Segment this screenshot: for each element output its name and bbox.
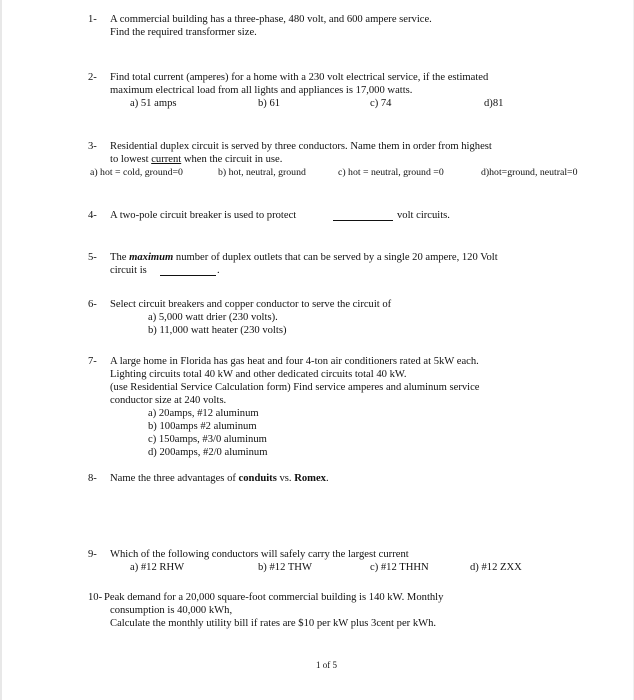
option-d: d)hot=ground, neutral=0 — [481, 167, 578, 178]
option-d: d) 200amps, #2/0 aluminum — [148, 447, 268, 458]
question-text: maximum electrical load from all lights and appliances is 17,000 watts. — [110, 85, 413, 96]
answer-blank[interactable] — [160, 266, 216, 276]
question-text: A two-pole circuit breaker is used to protect — [110, 210, 297, 221]
question-text: circuit is — [110, 265, 147, 276]
option-c: c) 74 — [370, 98, 392, 109]
option-a: a) #12 RHW — [130, 562, 185, 573]
option-a: a) 20amps, #12 aluminum — [148, 408, 259, 419]
option-c: c) #12 THHN — [370, 562, 429, 573]
option-b: b) 100amps #2 aluminum — [148, 421, 257, 432]
left-edge-shadow — [0, 0, 2, 700]
text-segment: vs. — [276, 473, 295, 484]
question-text: . — [217, 265, 220, 276]
question-number: 8- — [88, 473, 97, 484]
question-number: 3- — [88, 141, 97, 152]
question-text: consumption is 40,000 kWh, — [110, 605, 233, 616]
question-text: (use Residential Service Calculation form) Find service amperes and aluminum service — [110, 382, 480, 393]
text-segment: when the circuit in use. — [181, 154, 283, 165]
question-text — [110, 252, 498, 265]
question-text — [110, 154, 282, 167]
underlined-word: current — [151, 154, 182, 165]
question-number: 6- — [88, 299, 97, 310]
text-segment: to lowest — [110, 154, 152, 165]
option-a: a) hot = cold, ground=0 — [90, 167, 183, 178]
option-a: a) 51 amps — [130, 98, 177, 109]
question-text: Calculate the monthly utility bill if rates are $10 per kW plus 3cent per kWh. — [110, 618, 437, 629]
question-text: Find the required transformer size. — [110, 27, 257, 38]
question-number: 9- — [88, 549, 97, 560]
text-segment: Name the three advantages of — [110, 473, 239, 484]
question-text: Residential duplex circuit is served by three conductors. Name them in order from highest — [110, 141, 492, 152]
option-b: b) 61 — [258, 98, 281, 109]
question-number: 2- — [88, 72, 97, 83]
question-text — [110, 473, 329, 486]
question-text: Lighting circuits total 40 kW and other dedicated circuits total 40 kW. — [110, 369, 407, 380]
question-number: 4- — [88, 210, 97, 221]
text-segment: The — [110, 252, 130, 263]
option-c: c) hot = neutral, ground =0 — [338, 167, 444, 178]
option-c: c) 150amps, #3/0 aluminum — [148, 434, 267, 445]
question-text: Which of the following conductors will safely carry the largest current — [110, 549, 409, 560]
question-text: A large home in Florida has gas heat and four 4-ton air conditioners rated at 5kW each. — [110, 356, 479, 367]
option-b: b) #12 THW — [258, 562, 312, 573]
answer-blank[interactable] — [333, 211, 393, 221]
text-segment: number of duplex outlets that can be served by a single 20 ampere, 120 Volt — [173, 252, 498, 263]
option-d: d) #12 ZXX — [470, 562, 522, 573]
text-segment: . — [325, 473, 329, 484]
bold-word: conduits — [238, 473, 277, 484]
option-d: d)81 — [484, 98, 504, 109]
question-text: conductor size at 240 volts. — [110, 395, 227, 406]
option-b: b) hot, neutral, ground — [218, 167, 306, 178]
question-text: Select circuit breakers and copper conductor to serve the circuit of — [110, 299, 392, 310]
question-text: Peak demand for a 20,000 square-foot commercial building is 140 kW. Monthly — [104, 592, 444, 603]
question-text: A commercial building has a three-phase, 480 volt, and 600 ampere service. — [110, 14, 432, 25]
emphasized-word: maximum — [129, 252, 174, 263]
option-b: b) 11,000 watt heater (230 volts) — [148, 325, 287, 336]
option-a: a) 5,000 watt drier (230 volts). — [148, 312, 278, 323]
question-number: 5- — [88, 252, 97, 263]
question-number: 1- — [88, 14, 97, 25]
question-number: 7- — [88, 356, 97, 367]
question-number: 10- — [88, 592, 103, 603]
bold-word: Romex — [294, 473, 326, 484]
question-text: volt circuits. — [397, 210, 450, 221]
page-number: 1 of 5 — [316, 660, 337, 670]
question-text: Find total current (amperes) for a home with a 230 volt electrical service, if the estimated — [110, 72, 489, 83]
